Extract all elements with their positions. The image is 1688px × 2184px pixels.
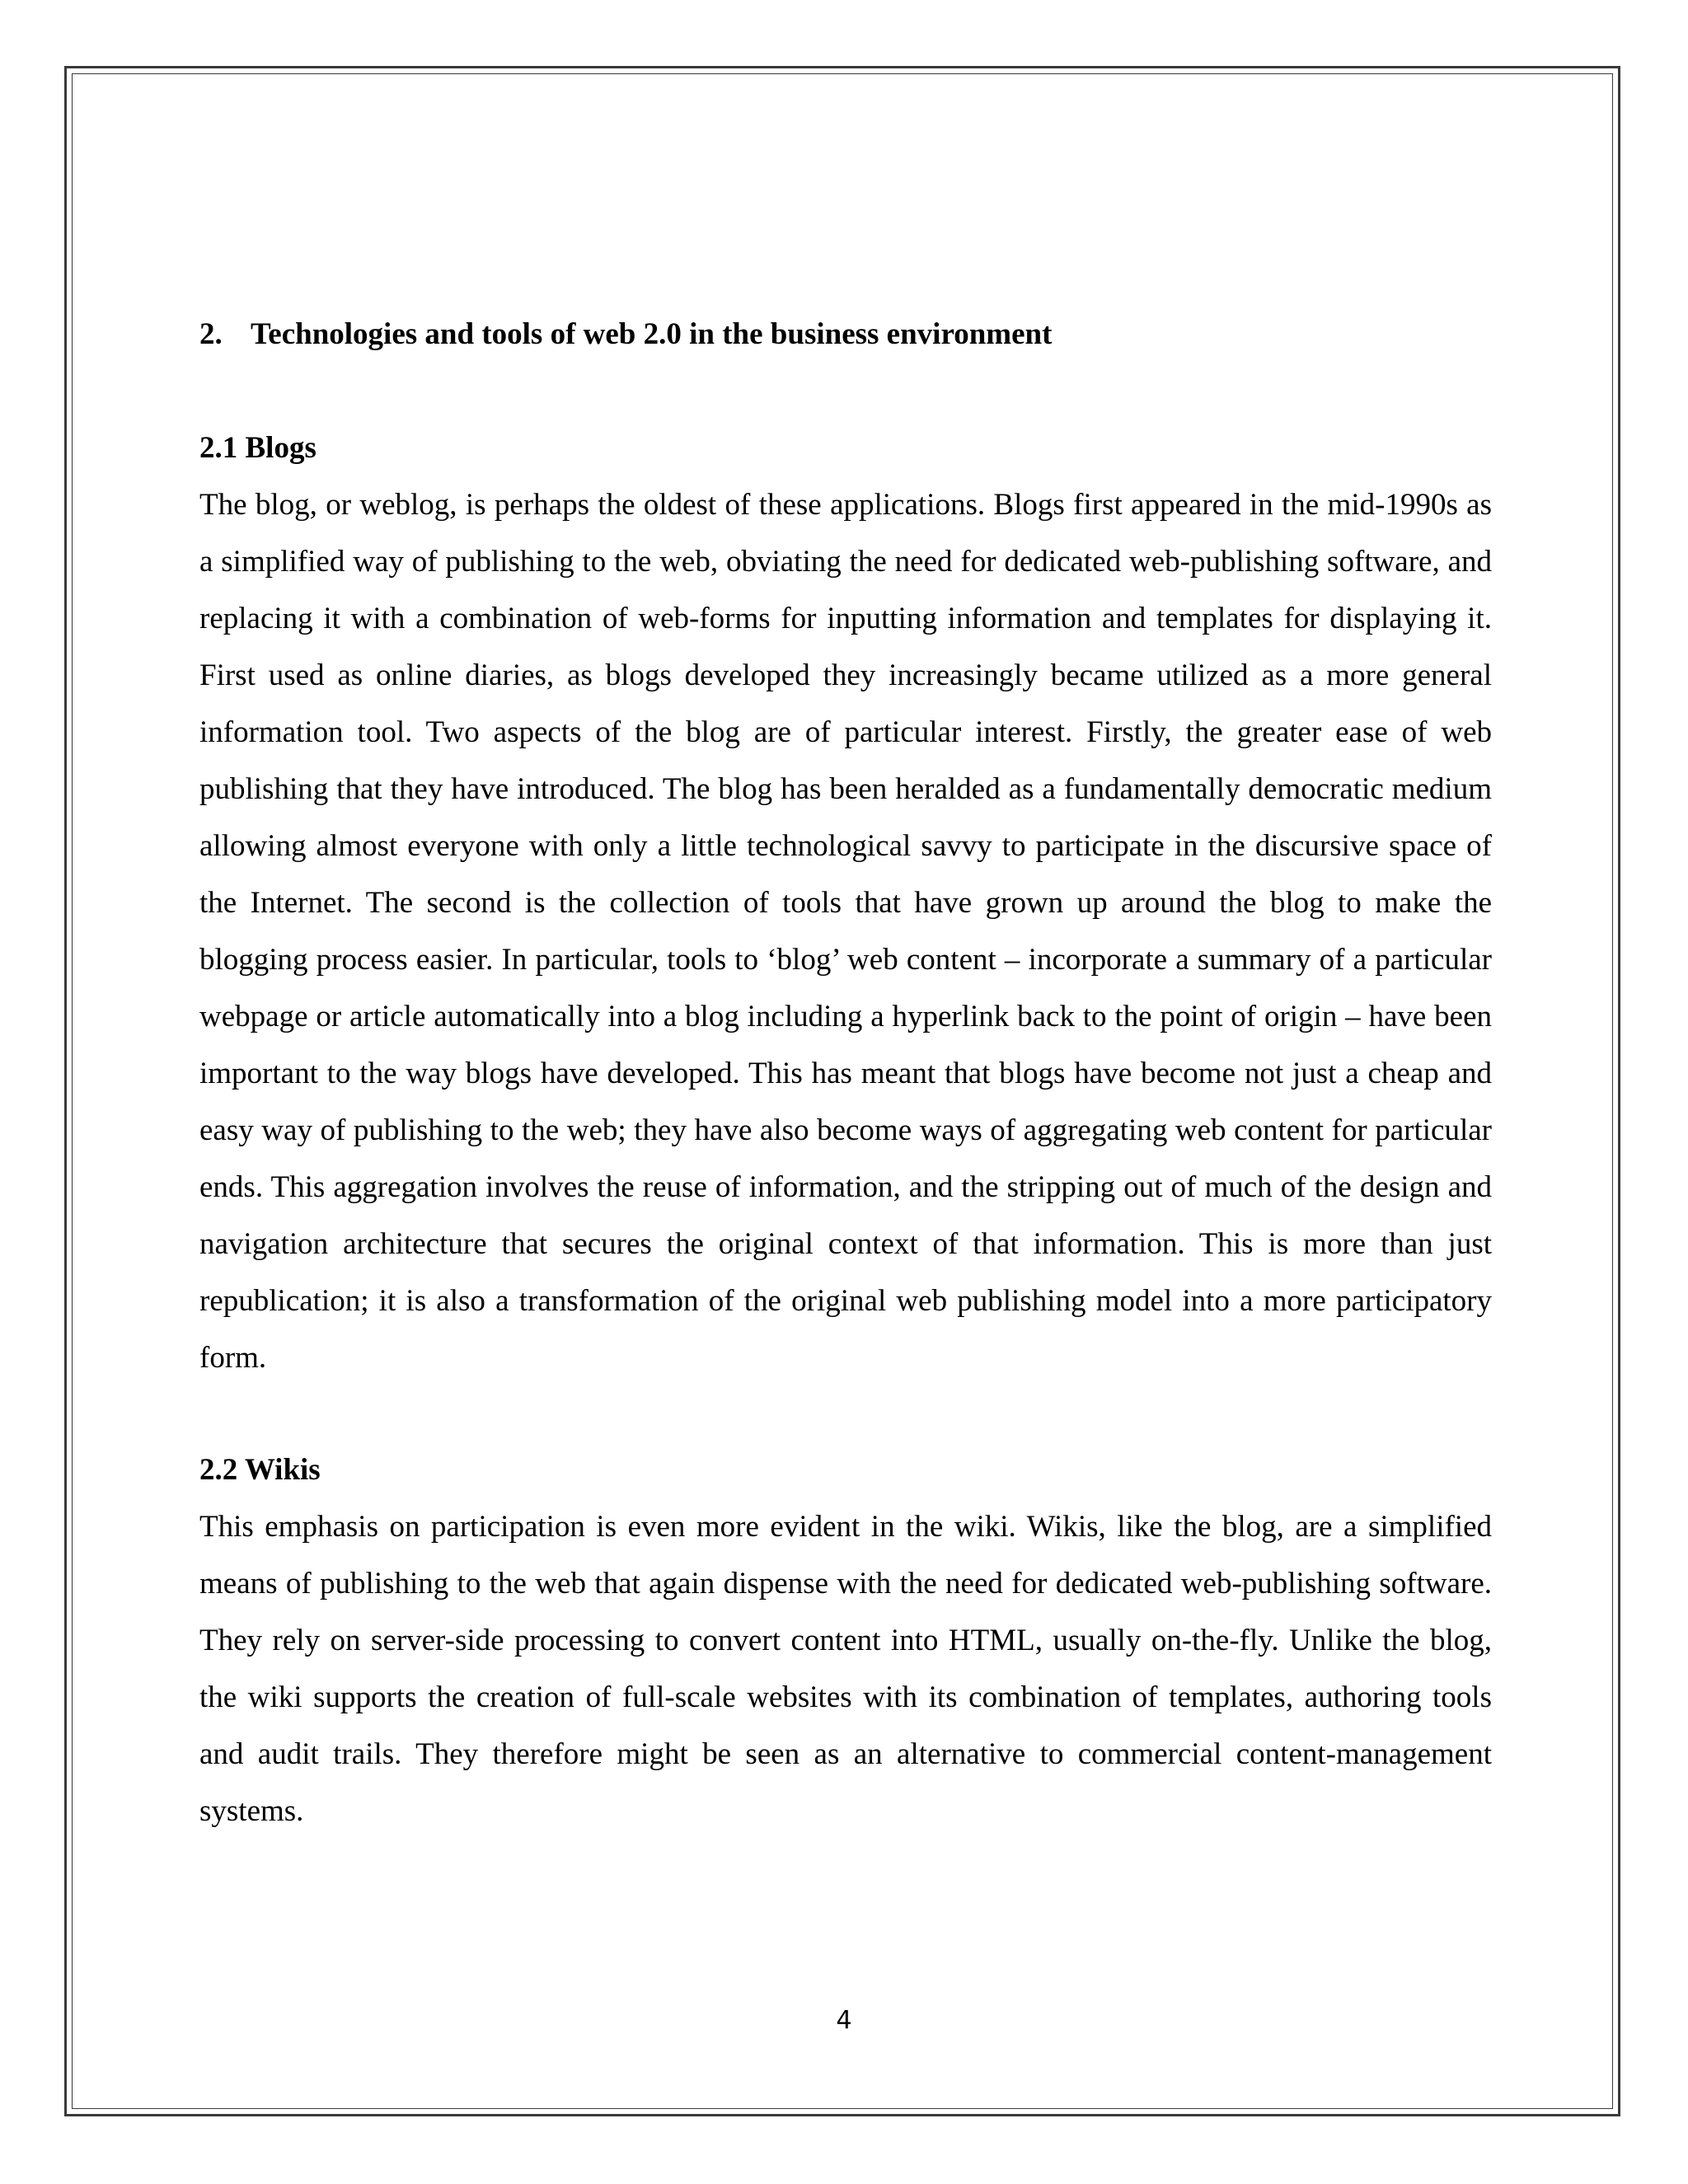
blogs-heading: 2.1 Blogs	[199, 431, 316, 465]
section-heading	[199, 307, 1492, 363]
wikis-paragraph: This emphasis on participation is even more evident in the wiki. Wikis, like the blog, are a simplified means of publishing to the web that again dispense with the need for dedicated web-publishing software. They rely on server-side processing to convert content into HTML, usually on-the-fly. Unlike the blog, the wiki supports the creation of full-scale websites with its combination of templates, authoring tools and audit trails. They therefore might be seen as an alternative to commercial content-management systems.	[199, 1510, 1492, 1828]
document-body	[199, 307, 1492, 1840]
spacer	[199, 1386, 1492, 1442]
page-number: 4	[836, 2006, 852, 2035]
spacer	[199, 363, 1492, 420]
blogs-paragraph: The blog, or weblog, is perhaps the oldest of these applications. Blogs first appeared in the mid-1990s as a simplified way of publishing to the web, obviating the need for dedicated web-publishing software, and replacing it with a combination of web-forms for inputting information and templates for displaying it. First used as online diaries, as blogs developed they increasingly became utilized as a more general information tool. Two aspects of the blog are of particular interest. Firstly, the greater ease of web publishing that they have introduced. The blog has been heralded as a fundamentally democratic medium allowing almost everyone with only a little technological savvy to participate in the discursive space of the Internet. The second is the collection of tools that have grown up around the blog to make the blogging process easier. In particular, tools to ‘blog’ web content – incorporate a summary of a particular webpage or article automatically into a blog including a hyperlink back to the point of origin – have been important to the way blogs have developed. This has meant that blogs have become not just a cheap and easy way of publishing to the web; they have also become ways of aggregating web content for particular ends. This aggregation involves the reuse of information, and the stripping out of much of the design and navigation architecture that secures the original context of that information. This is more than just republication; it is also a transformation of the original web publishing model into a more participatory form.	[199, 488, 1492, 1375]
wikis-heading: 2.2 Wikis	[199, 1453, 321, 1487]
section-number: 2.	[199, 317, 223, 351]
section-title: Technologies and tools of web 2.0 in the business environment	[251, 317, 1053, 351]
